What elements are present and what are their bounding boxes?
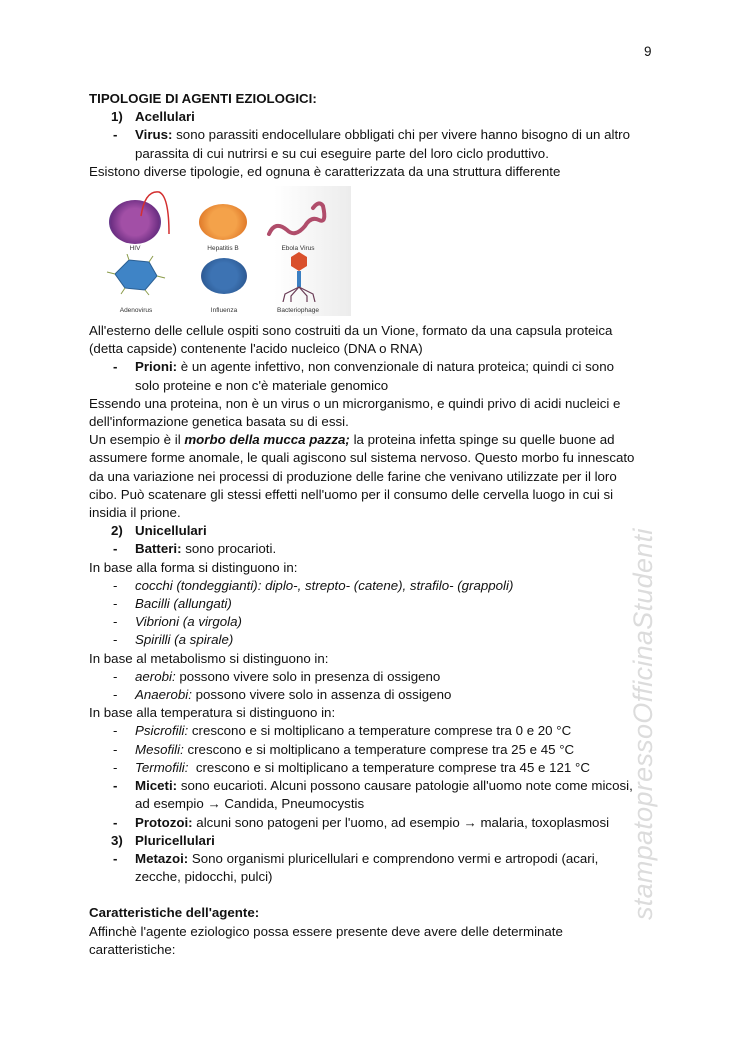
watermark: stampatopressoOfficinaStudenti — [628, 528, 658, 920]
definition: Sono organismi pluricellulari e comprendono vermi e artropodi (acari, — [188, 850, 599, 866]
list-item-miceti — [89, 777, 649, 795]
definition: possono vivere solo in presenza di ossigeno — [175, 668, 441, 684]
list-item-temperatura — [89, 759, 649, 777]
paragraph: da una variazione nei processi di produzione delle farine che venivano utilizzate per il loro — [89, 468, 617, 484]
adenovirus-icon — [105, 254, 167, 296]
term: Metazoi: — [135, 850, 189, 866]
figure-label: Adenovirus — [119, 307, 153, 315]
bullet-dash: - — [113, 632, 118, 648]
paragraph: All'esterno delle cellule ospiti sono costruiti da un Vione, formato da una capsula proteica — [89, 323, 613, 339]
term: Batteri: — [135, 541, 182, 557]
paragraph: dell'informazione genetica basata su di essi. — [89, 414, 349, 430]
figure-label: Bacteriophage — [277, 307, 319, 315]
list-item-continuation: solo proteine e non c'è materiale genomico — [135, 377, 389, 393]
text: Un esempio è il — [89, 432, 185, 448]
list-item-forma — [89, 595, 649, 613]
term: Miceti: — [135, 778, 178, 794]
term: Psicrofili: — [135, 723, 189, 739]
term: aerobi: — [135, 668, 176, 684]
definition: crescono e si moltiplicano a temperature comprese tra 0 e 20 °C — [188, 723, 572, 739]
paragraph: insidia il prione. — [89, 505, 181, 521]
list-item-continuation: ad esempio → Candida, Pneumocystis — [135, 796, 365, 812]
virus-types-image — [95, 186, 351, 316]
spacer — [89, 886, 649, 904]
paragraph: cibo. Può scatenare gli stessi effetti nell'uomo per il consumo delle cervella luogo in cui si — [89, 486, 614, 502]
definition: sono eucarioti. Alcuni possono causare patologie all'uomo note come micosi, — [177, 778, 633, 794]
term: Protozoi: — [135, 814, 193, 830]
section-title: Acellulari — [135, 109, 195, 125]
item-text: cocchi (tondeggianti): diplo-, strepto- (catene), strafilo- (grappoli) — [135, 577, 514, 593]
bullet-dash: - — [113, 778, 118, 794]
list-item-metazoi — [89, 850, 649, 868]
hepatitis-b-icon — [199, 204, 247, 240]
figure-label: Hepatitis B — [207, 245, 239, 253]
bacteriophage-icon — [279, 250, 319, 302]
section-number: 1) — [111, 109, 123, 125]
paragraph: Affinchè l'agente eziologico possa essere presente deve avere delle determinate — [89, 923, 563, 939]
list-item-prioni — [89, 358, 649, 376]
paragraph: assumere forme anomale, le quali agiscono sul sistema nervoso. Questo morbo fu innescato — [89, 450, 635, 466]
list-item-metabolismo — [89, 668, 649, 686]
bullet-dash: - — [113, 541, 118, 557]
list-item-virus — [89, 126, 649, 144]
bullet-dash: - — [113, 668, 118, 684]
figure-label: Influenza — [210, 307, 238, 315]
term: Virus: — [135, 127, 173, 143]
list-item-protozoi — [89, 814, 649, 832]
definition: crescono e si moltiplicano a temperature comprese tra 45 e 121 °C — [188, 759, 590, 775]
bullet-dash: - — [113, 723, 118, 739]
section-heading: TIPOLOGIE DI AGENTI EZIOLOGICI: — [89, 91, 317, 106]
paragraph: In base al metabolismo si distinguono in: — [89, 650, 329, 666]
term: Mesofili: — [135, 741, 184, 757]
item-text: Bacilli (allungati) — [135, 596, 232, 612]
text: la proteina infetta spinge su quelle buone ad — [349, 432, 615, 448]
bullet-dash: - — [113, 814, 118, 830]
paragraph: Essendo una proteina, non è un virus o un microrganismo, e quindi privo di acidi nucleici e — [89, 395, 621, 411]
section-3-title — [89, 832, 649, 850]
list-item-continuation: parassita di cui nutrirsi e su cui eseguire parte del loro ciclo produttivo. — [135, 145, 549, 161]
section-title: Pluricellulari — [135, 832, 215, 848]
definition: sono parassiti endocellulare obbligati chi per vivere hanno bisogno di un altro — [172, 127, 631, 143]
paragraph — [89, 431, 649, 449]
definition: alcuni sono patogeni per l'uomo, ad esempio → malaria, toxoplasmosi — [192, 814, 610, 830]
definition: sono procarioti. — [181, 541, 277, 557]
subsection-heading: Caratteristiche dell'agente: — [89, 905, 260, 921]
item-text: Vibrioni (a virgola) — [135, 614, 242, 630]
ebola-virus-icon — [265, 196, 329, 242]
paragraph: In base alla temperatura si distinguono in: — [89, 705, 336, 721]
list-item-metabolismo — [89, 686, 649, 704]
bullet-dash: - — [113, 577, 118, 593]
rna-strand-icon — [139, 188, 173, 236]
definition: crescono e si moltiplicano a temperature comprese tra 25 e 45 °C — [183, 741, 575, 757]
list-item-forma — [89, 613, 649, 631]
list-item-temperatura — [89, 741, 649, 759]
influenza-icon — [201, 258, 247, 294]
paragraph: Esistono diverse tipologie, ed ognuna è caratterizzata da una struttura differente — [89, 163, 561, 179]
section-title: Unicellulari — [135, 523, 207, 539]
figure-label: HIV — [129, 245, 141, 253]
term: Termofili: — [135, 759, 189, 775]
list-item-forma — [89, 577, 649, 595]
list-item-batteri — [89, 540, 649, 558]
section-number: 3) — [111, 832, 123, 848]
section-number: 2) — [111, 523, 123, 539]
bullet-dash: - — [113, 759, 118, 775]
bullet-dash: - — [113, 687, 118, 703]
paragraph: caratteristiche: — [89, 941, 176, 957]
paragraph: In base alla forma si distinguono in: — [89, 559, 298, 575]
list-item-temperatura — [89, 722, 649, 740]
bullet-dash: - — [113, 614, 118, 630]
document-body — [89, 90, 649, 959]
definition: è un agente infettivo, non convenzionale di natura proteica; quindi ci sono — [177, 359, 614, 375]
emphasis: morbo della mucca pazza; — [184, 432, 350, 448]
item-text: Spirilli (a spirale) — [135, 632, 234, 648]
section-1-title — [89, 108, 649, 126]
page-number: 9 — [644, 44, 652, 59]
definition: possono vivere solo in assenza di ossigeno — [191, 687, 452, 703]
term: Anaerobi: — [135, 687, 192, 703]
bullet-dash: - — [113, 359, 118, 375]
bullet-dash: - — [113, 127, 118, 143]
bullet-dash: - — [113, 741, 118, 757]
term: Prioni: — [135, 359, 178, 375]
paragraph: (detta capside) contenente l'acido nucleico (DNA o RNA) — [89, 341, 423, 357]
bullet-dash: - — [113, 850, 118, 866]
figure-label: Ebola Virus — [281, 245, 315, 253]
list-item-forma — [89, 631, 649, 649]
bullet-dash: - — [113, 596, 118, 612]
list-item-continuation: zecche, pidocchi, pulci) — [135, 869, 273, 885]
section-2-title — [89, 522, 649, 540]
